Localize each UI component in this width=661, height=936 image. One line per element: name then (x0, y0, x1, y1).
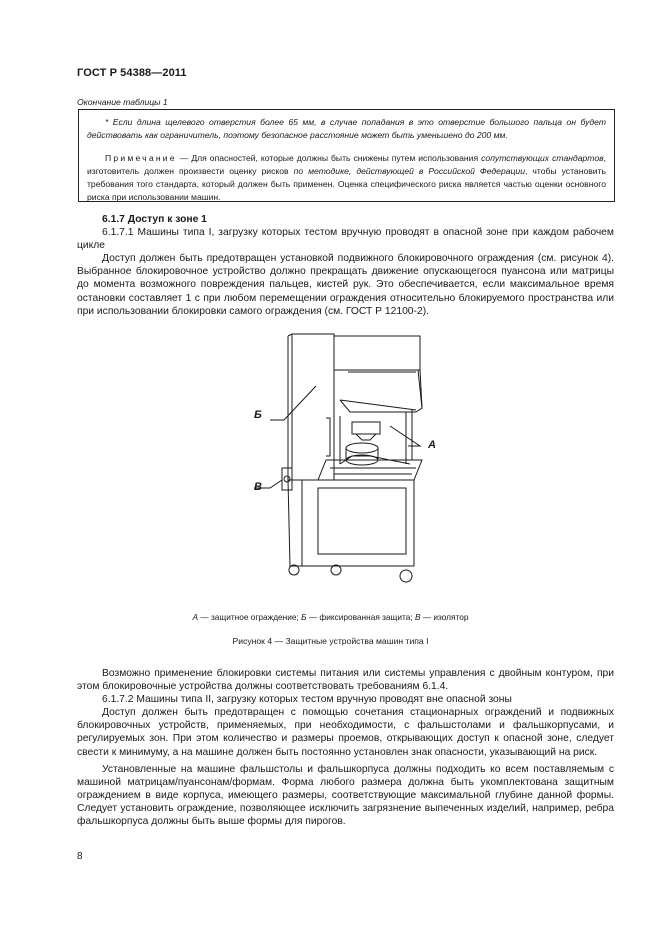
paragraph: Доступ должен быть предотвращен с помощью сочетания стационарных ограждений и подвижных блокировочных устройств, применяемых, при необходимости, с фальшстолами и фальшкорпусами, и регулируемых зон. При этом количество и размеры проемов, открывающих доступ к опасной зоне, следует свести к минимуму, а на машине должен быть постоянно установлен знак опасности, указывающий на риск. (77, 707, 614, 758)
page-number: 8 (77, 851, 83, 862)
hood-bottom (340, 400, 416, 410)
cabinet-door (318, 488, 406, 554)
wheel (400, 570, 412, 582)
legend-text: — защитное ограждение; (198, 612, 302, 622)
legend-key: Б (301, 612, 307, 622)
figure-label-v: В (254, 481, 262, 493)
legend-text: — изолятор (420, 612, 469, 622)
cylinder-neck (356, 434, 376, 440)
paragraph: 6.1.7.1 Машины типа I, загрузку которых тестом вручную проводят в опасной зоне при каждом рабочем цикле (77, 227, 614, 252)
isolator-knob (284, 476, 290, 482)
table-footnote: * Если длина щелевого отверстия более 65 мм, в случае попадания в это отверстие большого пальца он будет действовать как ограничитель, поэтому безопасное расстояние может быть уменьшено до 200 мм. (87, 117, 606, 140)
section-heading: 6.1.7 Доступ к зоне 1 (102, 214, 207, 225)
table-caption: Окончание таблицы 1 (77, 97, 168, 107)
note-part-italic: по методике, действующей в Российской Федерации (293, 166, 525, 176)
note-part-italic: сопутствующих стандартов (481, 153, 604, 163)
paragraph: Возможно применение блокировки системы питания или системы управления с двойным контуром, при этом блокировочные устройства должны соответствовать требованиям 6.1.4. (77, 668, 614, 693)
figure-label-a: А (428, 439, 436, 451)
legend-key: В (414, 612, 421, 622)
table-continuation-box (78, 109, 615, 202)
mold-top (346, 443, 378, 453)
mold-wall (346, 448, 378, 460)
paragraph: 6.1.7.2 Машины типа II, загрузку которых тестом вручную проводят вне опасной зоны (102, 694, 512, 706)
note-part: , чтобы установить требования того стандарта, который должен быть применен. Оценка специфического риска является частью оценки основного риска при использовании машин. (87, 166, 607, 202)
figure-legend (0, 612, 661, 622)
document-code: ГОСТ Р 54388—2011 (77, 67, 187, 79)
paragraph: Доступ должен быть предотвращен установкой подвижного блокировочного ограждения (см. рисунок 4). Выбранное блокировочное устройство должно прекращать движение опускающегося пуансона или матрицы до момента возможного повреждения пальцев, кистей рук. Это обеспечивается, если максимальное время остановки составляет 1 с при любом перемещении ограждения относительно блокируемого пространства или при использовании блокировки самого ограждения (см. ГОСТ Р 12100-2). (77, 253, 614, 317)
paragraph: Установленные на машине фальшстолы и фальшкорпуса должны подходить ко всем поставляемым с машиной матрицам/пуансонам/формам. Форма любого размера должна быть укомплектована защитным ограждением в виде корпуса, имеющего размеры, соответствующие максимальной глубине данной формы. Следует установить ограждение, позволяющее исключить загрязнение выпеченных изделий, например, ребра фальшкорпуса должны быть выше формы для пирогов. (77, 763, 614, 828)
note-part: — Для опасностей, которые должны быть снижены путем использования (176, 153, 482, 163)
rod-bracket (326, 418, 330, 456)
table-grid (330, 468, 416, 474)
leader-b (270, 386, 316, 420)
cabinet-side (288, 480, 302, 566)
upper-cylinder (352, 422, 380, 434)
table-note (87, 152, 606, 204)
figure-label-b: Б (254, 409, 262, 421)
note-label: Примечание (105, 153, 177, 163)
column-top-edge (288, 334, 334, 352)
machine-figure (230, 330, 470, 592)
legend-key: А (192, 612, 199, 622)
leader-a (390, 426, 420, 446)
hood (334, 370, 422, 412)
figure-caption: Рисунок 4 — Защитные устройства машин типа I (232, 636, 429, 646)
section-6-1-7 (77, 213, 614, 318)
note-part: , изготовитель должен произвести оценку рисков (87, 153, 606, 176)
press-head (334, 336, 420, 370)
cabinet-front (302, 480, 414, 566)
section-continuation (77, 667, 614, 828)
legend-text: — фиксированная защита; (306, 612, 415, 622)
